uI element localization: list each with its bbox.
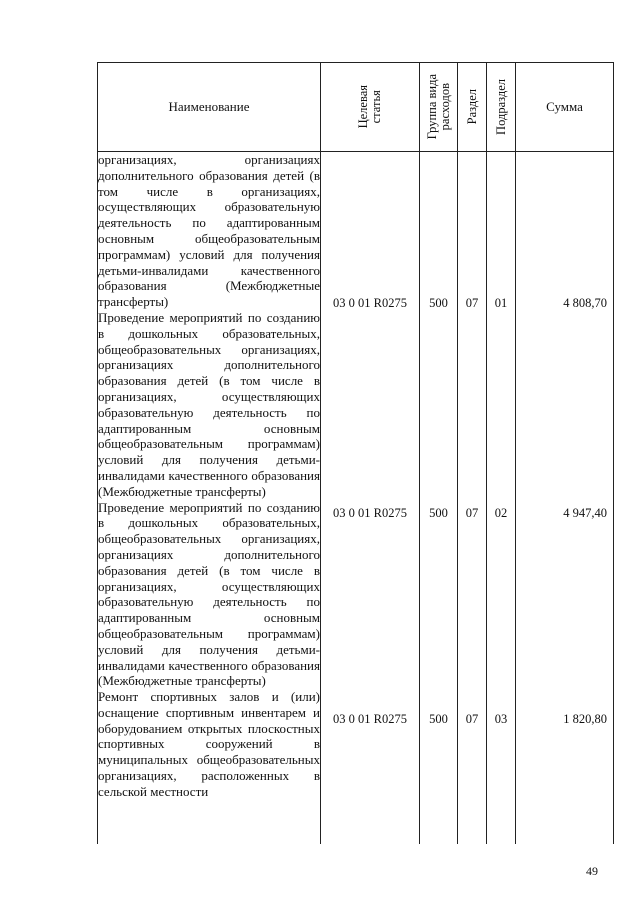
header-expense-group-label: Группа вида расходов: [424, 74, 452, 140]
header-target-article-label: Целевая статья: [356, 85, 383, 129]
row-section: 07: [465, 296, 479, 310]
header-section: [458, 63, 487, 152]
row-name: Ремонт спортивных залов и (или) оснащение спортивным инвентарем и оборудованием открытых плоскостных спортивных сооружений в муниципальных общеобразовательных организациях, расположенных в сельской местности: [98, 689, 320, 799]
expense-group-column: [420, 152, 458, 845]
row-name: Проведение мероприятий по созданию в дошкольных образовательных, общеобразовательных организациях, организациях дополнительного образования детей (в том числе в организациях, осуществляющих образовательную деятельность по адаптированным основным общеобразовательным программам) условий для получения детьми-инвалидами качественного образования (Межбюджетные трансферты): [98, 499, 320, 689]
table-body-row: [98, 152, 614, 845]
row-name: Проведение мероприятий по созданию в дошкольных образовательных, общеобразовательных организациях, организациях дополнительного образования детей (в том числе в организациях, осуществляющих образовательную деятельность по адаптированным основным общеобразовательным программам) условий для получения детьми-инвалидами качественного образования (Межбюджетные трансферты): [98, 309, 320, 499]
row-section: 07: [465, 712, 479, 726]
header-name: [98, 63, 321, 152]
row-amount: 1 820,80: [563, 712, 607, 726]
row-target-article: 03 0 01 R0275: [333, 712, 407, 726]
row-subsection: 02: [494, 506, 508, 520]
header-subsection-label: Подраздел: [493, 79, 508, 135]
row-amount: 4 947,40: [563, 506, 607, 520]
header-name-label: Наименование: [168, 99, 250, 114]
row-subsection: 01: [494, 296, 508, 310]
budget-table: [97, 62, 614, 844]
header-target-article: [321, 63, 420, 152]
row-target-article: 03 0 01 R0275: [333, 506, 407, 520]
row-amount: 4 808,70: [563, 296, 607, 310]
target-article-column: [321, 152, 420, 845]
header-amount-label: Сумма: [546, 99, 583, 114]
header-amount: [516, 63, 614, 152]
subsection-column: [487, 152, 516, 845]
header-subsection: [487, 63, 516, 152]
table-header-row: [98, 63, 614, 152]
row-expense-group: 500: [429, 712, 448, 726]
page-number: 49: [586, 864, 598, 878]
row-section: 07: [465, 506, 479, 520]
amount-column: [516, 152, 614, 845]
row-subsection: 03: [494, 712, 508, 726]
row-target-article: 03 0 01 R0275: [333, 296, 407, 310]
section-column: [458, 152, 487, 845]
row-expense-group: 500: [429, 506, 448, 520]
header-section-label: Раздел: [464, 89, 479, 125]
header-expense-group: [420, 63, 458, 152]
row-name: организациях, организациях дополнительного образования детей (в том числе в организациях, осуществляющих образовательную деятельность по адаптированным основным общеобразовательным программам) условий для получения детьми-инвалидами качественного образования (Межбюджетные трансферты): [98, 152, 320, 310]
row-expense-group: 500: [429, 296, 448, 310]
name-column: [98, 152, 321, 845]
